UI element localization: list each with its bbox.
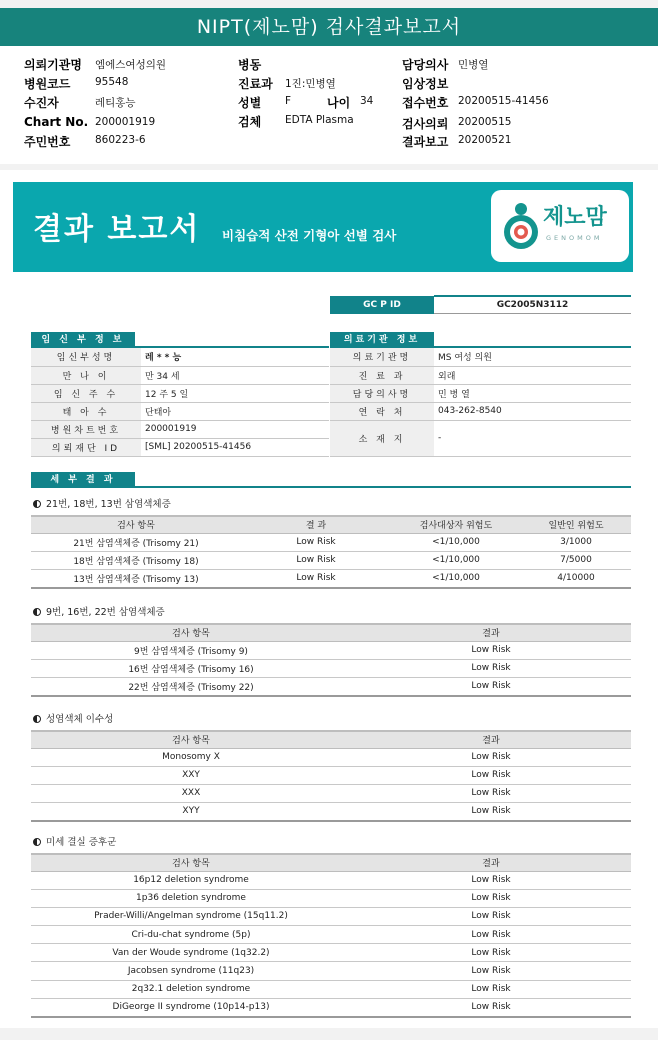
genomom-logo [491, 190, 629, 262]
table-row [31, 766, 631, 784]
table-cell: Low Risk [351, 659, 631, 677]
table-cell: 16번 삼염색체증 (Trisomy 16) [31, 659, 351, 677]
institution-info-table [330, 348, 631, 457]
table-cell: Monosomy X [31, 748, 351, 766]
info-value: MS 여성 의원 [434, 348, 631, 366]
doctor-label: 담당의사 [402, 58, 449, 72]
table-cell: 16p12 deletion syndrome [31, 871, 351, 889]
logo-subtext: GENOMOM [546, 234, 603, 242]
column-header: 검사대상자 위험도 [391, 516, 521, 533]
table-row [31, 677, 631, 695]
code-label: 병원코드 [24, 77, 71, 91]
table-row [31, 748, 631, 766]
half-circle-icon [33, 715, 41, 723]
table-header-row [31, 854, 631, 871]
info-row [31, 348, 329, 366]
receipt-value: 20200515-41456 [458, 95, 549, 107]
info-row [330, 384, 631, 402]
info-value: 외래 [434, 366, 631, 384]
table-cell: Low Risk [241, 551, 391, 569]
info-label: 태 아 수 [31, 402, 141, 420]
table-row [31, 944, 631, 962]
pregnant-info-title: 임 신 부 정 보 [31, 332, 135, 348]
sex-value: F [285, 95, 292, 107]
section-title-text: 성염색체 이수성 [46, 714, 114, 725]
section-title-text: 9번, 16번, 22번 삼염색체증 [46, 607, 165, 618]
info-label: 소 재 지 [330, 420, 434, 456]
half-circle-icon [33, 838, 41, 846]
specimen-label: 검체 [238, 115, 262, 129]
table-cell: 1p36 deletion syndrome [31, 889, 351, 907]
table-cell: Low Risk [351, 889, 631, 907]
table-cell: Low Risk [351, 748, 631, 766]
column-header: 일반인 위험도 [521, 516, 631, 533]
table-cell: Low Risk [241, 533, 391, 551]
gcpid-value: GC2005N3112 [434, 296, 631, 314]
hospital-label: 의뢰기관명 [24, 58, 82, 72]
table-cell: XXX [31, 784, 351, 802]
table-row [31, 533, 631, 551]
info-row [31, 384, 329, 402]
header-info [0, 46, 658, 164]
table-row [31, 641, 631, 659]
table-row [31, 569, 631, 587]
section-title [33, 834, 116, 848]
sex-label: 성별 [238, 96, 262, 110]
column-header: 결 과 [241, 516, 391, 533]
specimen-value: EDTA Plasma [285, 114, 354, 126]
ssn-value: 860223-6 [95, 134, 146, 146]
info-value: 043-262-8540 [434, 402, 631, 420]
info-label: 병원차트번호 [31, 420, 141, 438]
table-cell: Low Risk [351, 962, 631, 980]
info-row [330, 420, 631, 456]
page-title: NIPT(제노맘) 검사결과보고서 [0, 8, 658, 46]
column-header: 검사 항목 [31, 624, 351, 641]
banner-title: 결과 보고서 [33, 212, 201, 247]
age-value: 34 [360, 95, 374, 107]
info-row [330, 348, 631, 366]
column-header: 검사 항목 [31, 516, 241, 533]
report-banner [13, 182, 633, 272]
table-row [31, 803, 631, 821]
table-row [31, 926, 631, 944]
result-report [0, 170, 658, 1028]
info-value: 만 34 세 [141, 366, 329, 384]
table-cell: 13번 삼염색체증 (Trisomy 13) [31, 569, 241, 587]
table-cell: Prader-Willi/Angelman syndrome (15q11.2) [31, 907, 351, 925]
chart-value: 200001919 [95, 116, 156, 128]
table-cell: <1/10,000 [391, 551, 521, 569]
doctor-value: 민병열 [458, 59, 489, 71]
table-cell: Low Risk [241, 569, 391, 587]
result-table [31, 623, 631, 697]
table-cell: XYY [31, 803, 351, 821]
table-cell: Jacobsen syndrome (11q23) [31, 962, 351, 980]
info-row [31, 420, 329, 438]
info-row [31, 438, 329, 456]
age-label: 나이 [327, 96, 351, 110]
table-cell: XXY [31, 766, 351, 784]
detail-rule [135, 486, 631, 488]
report-value: 20200521 [458, 134, 512, 146]
table-cell: Cri-du-chat syndrome (5p) [31, 926, 351, 944]
dept-value: 1진:민병열 [285, 78, 336, 90]
table-cell: 18번 삼염색체증 (Trisomy 18) [31, 551, 241, 569]
table-row [31, 871, 631, 889]
info-row [31, 366, 329, 384]
info-label: 만 나 이 [31, 366, 141, 384]
request-value: 20200515 [458, 116, 512, 128]
table-cell: Van der Woude syndrome (1q32.2) [31, 944, 351, 962]
table-cell: 9번 삼염색체증 (Trisomy 9) [31, 641, 351, 659]
info-value: 200001919 [141, 420, 329, 438]
detail-title: 세 부 결 과 [31, 472, 135, 488]
table-cell: Low Risk [351, 998, 631, 1016]
section-title [33, 711, 113, 725]
info-label: 진 료 과 [330, 366, 434, 384]
table-row [31, 980, 631, 998]
info-label: 의뢰재단 ID [31, 438, 141, 456]
info-row [330, 366, 631, 384]
info-value: 단태아 [141, 402, 329, 420]
clinical-label: 임상정보 [402, 77, 449, 91]
result-table [31, 730, 631, 822]
column-header: 검사 항목 [31, 731, 351, 748]
info-value: [SML] 20200515-41456 [141, 438, 329, 456]
table-row [31, 659, 631, 677]
table-cell: 3/1000 [521, 533, 631, 551]
logo-text: 제노맘 [543, 205, 607, 230]
table-cell: Low Risk [351, 766, 631, 784]
result-table [31, 853, 631, 1018]
table-cell: Low Risk [351, 926, 631, 944]
table-row [31, 907, 631, 925]
info-label: 의료기관명 [330, 348, 434, 366]
code-value: 95548 [95, 76, 129, 88]
info-value: - [434, 420, 631, 456]
report-label: 결과보고 [402, 135, 449, 149]
info-label: 담당의사명 [330, 384, 434, 402]
section-title [33, 604, 165, 618]
patient-value: 레티홍능 [95, 97, 136, 109]
institution-info-title: 의료기관 정보 [330, 332, 434, 348]
column-header: 결과 [351, 854, 631, 871]
table-row [31, 889, 631, 907]
info-label: 연 락 처 [330, 402, 434, 420]
info-value: 민 병 열 [434, 384, 631, 402]
table-row [31, 551, 631, 569]
table-cell: Low Risk [351, 677, 631, 695]
table-row [31, 784, 631, 802]
pregnant-info-table [31, 348, 329, 457]
chart-label: Chart No. [24, 115, 89, 129]
table-header-row [31, 516, 631, 533]
half-circle-icon [33, 500, 41, 508]
table-cell: Low Risk [351, 944, 631, 962]
info-row [330, 402, 631, 420]
section-title [33, 496, 171, 510]
table-cell: Low Risk [351, 907, 631, 925]
hospital-value: 엠에스여성의원 [95, 59, 167, 71]
table-cell: Low Risk [351, 871, 631, 889]
section-title-text: 21번, 18번, 13번 삼염색체증 [46, 499, 171, 510]
column-header: 검사 항목 [31, 854, 351, 871]
table-cell: 2q32.1 deletion syndrome [31, 980, 351, 998]
table-row [31, 962, 631, 980]
column-header: 결과 [351, 624, 631, 641]
receipt-label: 접수번호 [402, 96, 449, 110]
table-cell: <1/10,000 [391, 533, 521, 551]
table-cell: 21번 삼염색체증 (Trisomy 21) [31, 533, 241, 551]
column-header: 결과 [351, 731, 631, 748]
info-row [31, 402, 329, 420]
gcpid-label: GC P ID [330, 296, 434, 314]
table-cell: DiGeorge II syndrome (10p14-p13) [31, 998, 351, 1016]
table-cell: <1/10,000 [391, 569, 521, 587]
patient-label: 수진자 [24, 96, 59, 110]
info-label: 임 신 주 수 [31, 384, 141, 402]
half-circle-icon [33, 608, 41, 616]
table-header-row [31, 731, 631, 748]
table-cell: Low Risk [351, 641, 631, 659]
info-label: 임신부성명 [31, 348, 141, 366]
table-header-row [31, 624, 631, 641]
table-cell: 4/10000 [521, 569, 631, 587]
table-cell: Low Risk [351, 803, 631, 821]
section-title-text: 미세 결실 증후군 [46, 837, 117, 848]
ssn-label: 주민번호 [24, 135, 71, 149]
genomom-logo-icon [501, 200, 541, 252]
info-value: 12 주 5 일 [141, 384, 329, 402]
dept-label: 진료과 [238, 77, 273, 91]
request-label: 검사의뢰 [402, 117, 449, 131]
ward-label: 병동 [238, 58, 262, 72]
table-row [31, 998, 631, 1016]
table-cell: Low Risk [351, 784, 631, 802]
banner-subtitle: 비침습적 산전 기형아 선별 검사 [222, 228, 397, 243]
result-table [31, 515, 631, 589]
info-value: 레 * * 능 [141, 348, 329, 366]
table-cell: Low Risk [351, 980, 631, 998]
table-cell: 7/5000 [521, 551, 631, 569]
table-cell: 22번 삼염색체증 (Trisomy 22) [31, 677, 351, 695]
